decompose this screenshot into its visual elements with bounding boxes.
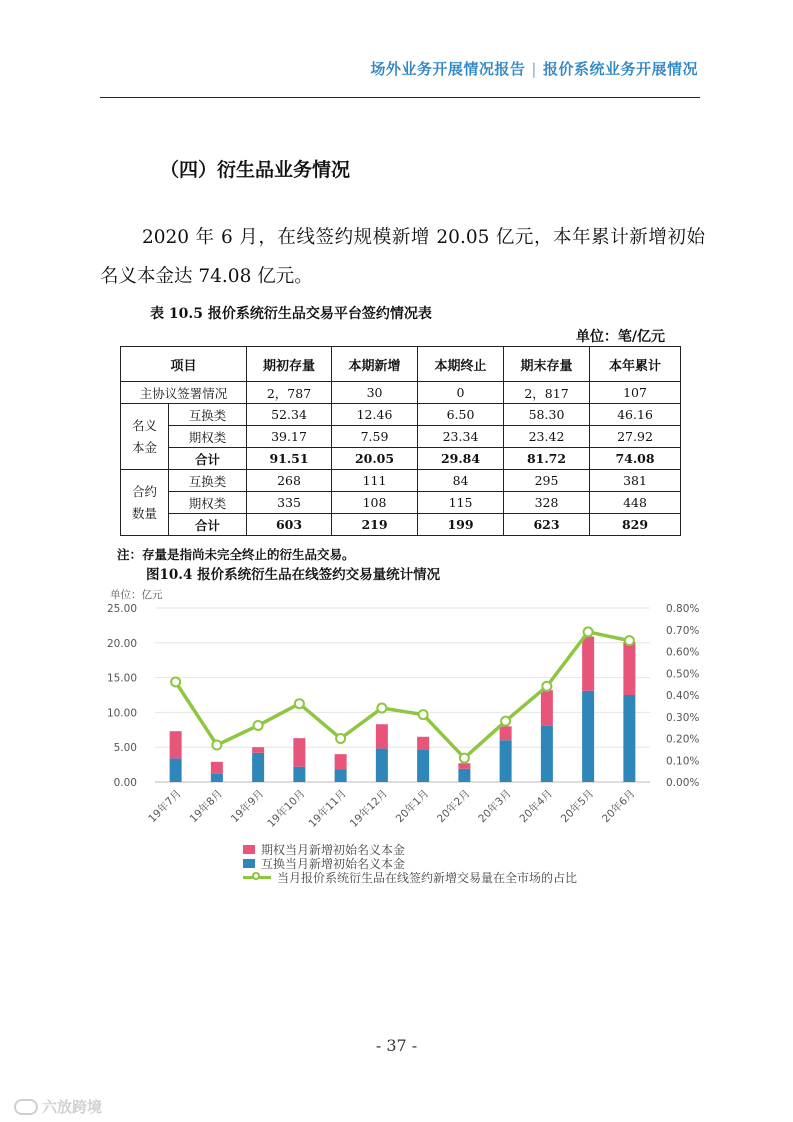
table-cell: 6.50 bbox=[418, 404, 504, 426]
bar-swap bbox=[211, 774, 223, 782]
x-tick-label: 20年3月 bbox=[476, 787, 514, 826]
watermark-text: 六放跨境 bbox=[42, 1098, 103, 1116]
legend-label: 期权当月新增初始名义本金 bbox=[261, 842, 406, 857]
row-label: 互换类 bbox=[169, 404, 247, 426]
table-cell: 448 bbox=[590, 492, 681, 514]
table-cell: 91.51 bbox=[247, 448, 332, 470]
figure-title: 图10.4 报价系统衍生品在线签约交易量统计情况 bbox=[146, 567, 441, 583]
header-left: 场外业务开展情况报告 bbox=[370, 60, 526, 78]
share-line bbox=[176, 632, 630, 758]
legend-item bbox=[243, 870, 577, 884]
bar-swap bbox=[376, 749, 388, 782]
watermark bbox=[14, 1096, 102, 1117]
y-right-tick-label: 0.00% bbox=[666, 777, 700, 789]
table-title: 表 10.5 报价系统衍生品交易平台签约情况表 bbox=[150, 306, 432, 322]
bar-option bbox=[541, 690, 553, 725]
body-paragraph: 2020 年 6 月，在线签约规模新增 20.05 亿元，本年累计新增初始名义本金达 74.08 亿元。 bbox=[100, 227, 705, 287]
bar-swap bbox=[293, 767, 305, 782]
y-left-tick-label: 20.00 bbox=[106, 637, 137, 650]
table-row bbox=[121, 470, 681, 492]
row-label: 主协议签署情况 bbox=[121, 382, 247, 404]
bar-swap bbox=[623, 695, 635, 782]
table-cell: 52.34 bbox=[247, 404, 332, 426]
table-cell: 29.84 bbox=[418, 448, 504, 470]
table-cell: 46.16 bbox=[590, 404, 681, 426]
bar-swap bbox=[252, 753, 264, 782]
x-tick-label: 20年4月 bbox=[517, 787, 555, 826]
header-right: 报价系统业务开展情况 bbox=[542, 60, 698, 78]
group-label: 合约数量 bbox=[121, 470, 169, 536]
legend-swatch-swap bbox=[243, 859, 255, 868]
table-cell: 12.46 bbox=[332, 404, 418, 426]
bar-swap bbox=[541, 726, 553, 782]
signing-table bbox=[120, 346, 681, 536]
table-cell: 829 bbox=[590, 514, 681, 536]
y-right-tick-label: 0.30% bbox=[666, 711, 700, 724]
table-cell: 0 bbox=[418, 382, 504, 404]
header-cell: 本年累计 bbox=[590, 347, 681, 382]
y-right-tick-label: 0.40% bbox=[666, 690, 700, 702]
table-cell: 335 bbox=[247, 492, 332, 514]
bar-option bbox=[170, 731, 182, 758]
share-marker bbox=[542, 682, 551, 691]
table-row bbox=[121, 514, 681, 536]
row-label: 期权类 bbox=[169, 426, 247, 448]
y-right-tick-label: 0.50% bbox=[666, 668, 700, 681]
x-tick-label: 19年10月 bbox=[265, 787, 308, 830]
table-cell: 108 bbox=[332, 492, 418, 514]
share-marker bbox=[501, 717, 510, 726]
chart-legend bbox=[243, 842, 577, 884]
y-left-tick-label: 15.00 bbox=[106, 672, 137, 685]
share-marker bbox=[584, 627, 593, 636]
y-left-tick-label: 25.00 bbox=[106, 603, 137, 615]
share-marker bbox=[460, 754, 469, 763]
y-left-tick-label: 0.00 bbox=[113, 777, 137, 789]
combo-chart bbox=[100, 585, 700, 840]
header-cell: 期初存量 bbox=[247, 347, 332, 382]
table-note: 注：存量是指尚未完全终止的衍生品交易。 bbox=[117, 547, 355, 562]
table-cell: 27.92 bbox=[590, 426, 681, 448]
bar-swap bbox=[170, 758, 182, 782]
y-right-tick-label: 0.60% bbox=[666, 646, 700, 659]
table-cell: 39.17 bbox=[247, 426, 332, 448]
table-cell: 111 bbox=[332, 470, 418, 492]
legend-label: 互换当月新增初始名义本金 bbox=[261, 856, 406, 871]
y-right-tick-label: 0.10% bbox=[666, 755, 700, 768]
x-tick-label: 19年9月 bbox=[228, 787, 267, 826]
table-cell: 30 bbox=[332, 382, 418, 404]
table-cell: 74.08 bbox=[590, 448, 681, 470]
header-cell: 本期新增 bbox=[332, 347, 418, 382]
bar-option bbox=[376, 724, 388, 748]
share-marker bbox=[212, 741, 221, 750]
bar-option bbox=[582, 637, 594, 691]
table-cell: 603 bbox=[247, 514, 332, 536]
share-marker bbox=[295, 699, 304, 708]
table-cell: 81.72 bbox=[504, 448, 590, 470]
table-row bbox=[121, 492, 681, 514]
y-left-tick-label: 5.00 bbox=[113, 742, 137, 755]
legend-swatch-option bbox=[243, 845, 255, 854]
bar-option bbox=[211, 762, 223, 774]
y-left-tick-label: 10.00 bbox=[106, 707, 137, 720]
page-header bbox=[370, 58, 698, 79]
table-row bbox=[121, 448, 681, 470]
header-separator: | bbox=[531, 60, 537, 78]
y-right-tick-label: 0.20% bbox=[666, 733, 700, 746]
y-right-tick-label: 0.70% bbox=[666, 624, 700, 637]
header-rule bbox=[100, 97, 700, 98]
bar-swap bbox=[335, 769, 347, 782]
bar-swap bbox=[582, 691, 594, 782]
table-cell: 115 bbox=[418, 492, 504, 514]
table-cell: 107 bbox=[590, 382, 681, 404]
table-cell: 295 bbox=[504, 470, 590, 492]
table-cell: 328 bbox=[504, 492, 590, 514]
table-row bbox=[121, 404, 681, 426]
table-row bbox=[121, 382, 681, 404]
bar-option bbox=[623, 642, 635, 695]
bar-option bbox=[417, 737, 429, 750]
x-tick-label: 20年1月 bbox=[393, 787, 432, 826]
section-title: （四）衍生品业务情况 bbox=[160, 159, 351, 181]
table-header-row bbox=[121, 347, 681, 382]
x-tick-label: 19年12月 bbox=[347, 787, 390, 830]
table-cell: 2，817 bbox=[504, 382, 590, 404]
table-cell: 20.05 bbox=[332, 448, 418, 470]
row-label: 期权类 bbox=[169, 492, 247, 514]
row-label: 互换类 bbox=[169, 470, 247, 492]
table-cell: 23.42 bbox=[504, 426, 590, 448]
x-tick-label: 19年11月 bbox=[306, 787, 349, 830]
legend-label: 当月报价系统衍生品在线签约新增交易量在全市场的占比 bbox=[277, 870, 578, 885]
y-right-tick-label: 0.80% bbox=[666, 603, 700, 615]
table-cell: 84 bbox=[418, 470, 504, 492]
legend-swatch-line bbox=[243, 876, 271, 879]
share-marker bbox=[419, 710, 428, 719]
share-marker bbox=[625, 636, 634, 645]
x-tick-label: 19年8月 bbox=[187, 787, 225, 826]
row-label: 合计 bbox=[169, 514, 247, 536]
bar-swap bbox=[458, 769, 470, 782]
table-cell: 58.30 bbox=[504, 404, 590, 426]
share-marker bbox=[377, 704, 386, 713]
table-cell: 23.34 bbox=[418, 426, 504, 448]
x-tick-label: 20年2月 bbox=[434, 787, 473, 826]
table-unit: 单位：笔/亿元 bbox=[575, 329, 665, 345]
table-cell: 381 bbox=[590, 470, 681, 492]
chart-unit-label: 单位：亿元 bbox=[110, 589, 163, 601]
bar-swap bbox=[500, 740, 512, 782]
bar-option bbox=[458, 763, 470, 769]
header-cell: 项目 bbox=[121, 347, 247, 382]
share-marker bbox=[171, 677, 180, 686]
row-label: 合计 bbox=[169, 448, 247, 470]
x-tick-label: 20年6月 bbox=[599, 787, 638, 826]
header-cell: 本期终止 bbox=[418, 347, 504, 382]
share-marker bbox=[336, 734, 345, 743]
header-cell: 期末存量 bbox=[504, 347, 590, 382]
table-cell: 219 bbox=[332, 514, 418, 536]
bar-swap bbox=[417, 750, 429, 782]
group-label: 名义本金 bbox=[121, 404, 169, 470]
x-tick-label: 19年7月 bbox=[146, 787, 184, 826]
table-cell: 268 bbox=[247, 470, 332, 492]
table-cell: 7.59 bbox=[332, 426, 418, 448]
watermark-logo-icon bbox=[14, 1099, 38, 1115]
table-cell: 623 bbox=[504, 514, 590, 536]
x-tick-label: 20年5月 bbox=[558, 787, 597, 826]
share-marker bbox=[254, 721, 263, 730]
table-row bbox=[121, 426, 681, 448]
bar-option bbox=[293, 738, 305, 767]
table-cell: 2，787 bbox=[247, 382, 332, 404]
table-cell: 199 bbox=[418, 514, 504, 536]
page-number: - 37 - bbox=[375, 1036, 418, 1055]
bar-option bbox=[252, 747, 264, 753]
bar-option bbox=[500, 726, 512, 740]
bar-option bbox=[335, 754, 347, 769]
